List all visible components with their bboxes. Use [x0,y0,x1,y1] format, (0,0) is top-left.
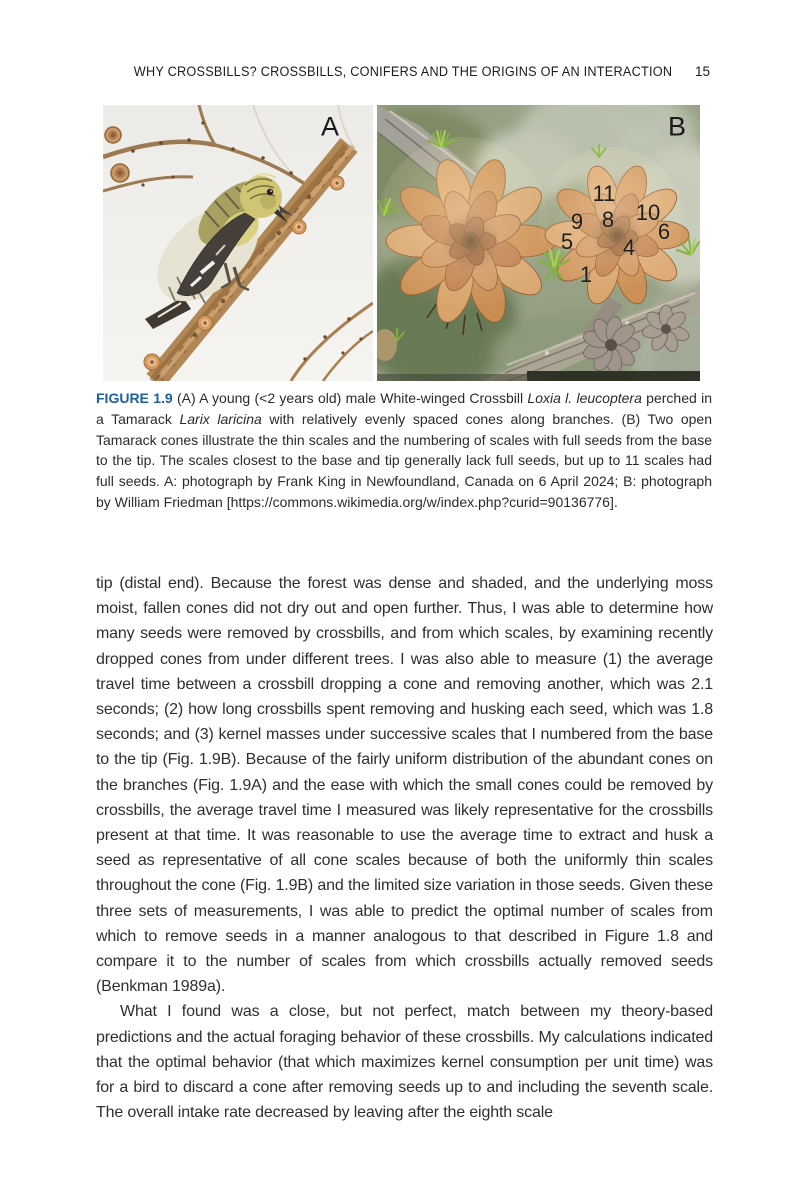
crossbill-illustration [103,105,373,381]
figure-1-9 [103,105,700,381]
caption-segment: Larix laricina [179,410,262,427]
figure-panel-a-crossbill-photo [103,105,373,381]
cone-scale-number: 1 [579,262,593,287]
body-paragraph: What I found was a close, but not perfect, match between my theory-based predictions and the actual foraging behavior of these crossbills. My calculations indicated that the optimal behavior (that which maximizes kernel consumption per unit time) was for a bird to discard a cone after removing seeds up to and including the seventh scale. The overall intake rate decreased by leaving after the eighth scale [96,1003,713,1122]
caption-segment: Loxia l. leucoptera [527,390,642,406]
cone-scale-number: 11 [592,181,616,206]
body-paragraph: tip (distal end). Because the forest was dense and shaded, and the underlying moss moist, fallen cones did not dry out and open further. Thus, I was able to determine how many seeds were removed by crossbills, and from which scales, by examining recently dropped cones from under different trees. I was also able to measure (1) the average travel time between a crossbill dropping a cone and removing another, which was 2.1 seconds; (2) how long crossbills spent removing and husking each seed, which was 1.8 seconds; and (3) kernel masses under successive scales that I numbered from the base to the tip (Fig. 1.9B). Because of the fairly uniform distribution of the abundant cones on the branches (Fig. 1.9A) and the ease with which the small cones could be removed by crossbills, the average travel time I measured was likely representative for the crossbills present at that time. It was reasonable to use the average time to extract and husk a seed as representative of all cone scales because of both the uniformly thin scales throughout the cone (Fig. 1.9B) and the limited size variation in those seeds. Given these three sets of measurements, I was able to predict the optimal number of scales from which to remove seeds in a manner analogous to that described in Figure 1.8 and compare it to the number of scales from which crossbills actually removed seeds (Benkman 1989a). [96,575,713,996]
figure-panel-b-cones-photo [377,105,700,381]
caption-segment: FIGURE 1.9 [96,390,173,406]
cone-scale-number: 10 [635,200,661,225]
figure-caption [96,388,712,513]
cone-scale-number: 4 [622,235,636,260]
cone-scale-number: 6 [657,219,671,244]
caption-segment: (A) A young (<2 years old) male White-winged Crossbill [172,390,528,406]
cone-scale-number: 5 [560,229,574,254]
chapter-title: WHY CROSSBILLS? CROSSBILLS, CONIFERS AND THE ORIGINS OF AN INTERACTION [133,64,673,79]
cone-scale-number: 8 [601,207,615,232]
panel-a-label: A [320,111,340,142]
caption-segment: perched in a Tamarack [96,390,712,427]
cone-scale-number: 9 [570,209,584,234]
tamarack-cones-illustration [377,105,700,381]
body-text [96,571,713,1125]
running-head [96,64,710,82]
panel-b-label: B [667,111,687,142]
page-number: 15 [694,64,710,79]
caption-segment: with relatively evenly spaced cones along branches. (B) Two open Tamarack cones illustrate the thin scales and the numbering of scales with full seeds from the base to the tip. The scales closest to the base and tip generally lack full seeds, but up to 11 scales had full seeds. A: photograph by Frank King in Newfoundland, Canada on 6 April 2024; B: photograph by William Friedman [https://commons.wikimedia.org/w/index.php?curid=90136776]. [96,410,712,510]
